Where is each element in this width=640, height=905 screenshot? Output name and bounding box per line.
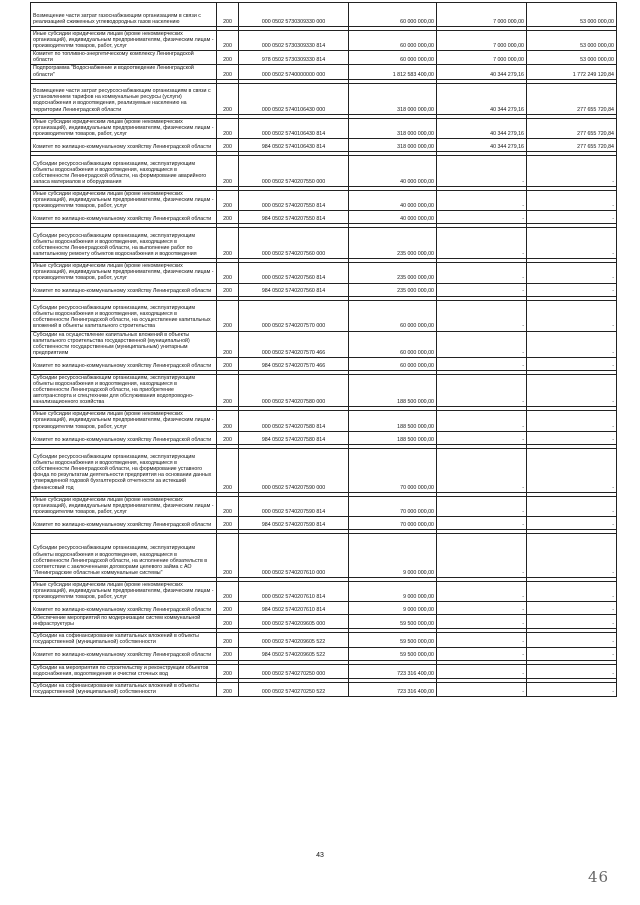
row-code: 200 xyxy=(217,283,239,296)
table-row xyxy=(31,300,617,331)
row-amount-1: 60 000 000,00 xyxy=(349,300,437,331)
row-classification-code: 984 0502 5740207580 814 xyxy=(239,431,349,444)
row-amount-2: - xyxy=(437,682,527,696)
row-classification-code: 000 0502 5740106430 000 xyxy=(239,83,349,114)
row-classification-code: 978 0502 5730309330 814 xyxy=(239,51,349,65)
row-amount-3: - xyxy=(527,331,617,357)
budget-table xyxy=(30,2,617,697)
row-classification-code: 000 0502 5740207550 000 xyxy=(239,155,349,186)
table-row xyxy=(31,263,617,283)
row-code: 200 xyxy=(217,3,239,27)
row-description: Иные субсидии юридическим лицам (кроме некоммерческих организаций), индивидуальным предпринимателям, физическим лицам - производителям товаров, работ, услуг xyxy=(31,190,217,210)
table-row xyxy=(31,448,617,492)
row-code: 200 xyxy=(217,300,239,331)
row-amount-3: 53 000 000,00 xyxy=(527,51,617,65)
table-row xyxy=(31,516,617,529)
row-amount-3: - xyxy=(527,155,617,186)
row-description: Субсидии на софинансирование капитальных вложений в объекты государственной (муниципальной) собственности xyxy=(31,682,217,696)
row-description: Субсидии ресурсоснабжающим организациям, эксплуатирующим объекты водоснабжения и водоотведения, находящиеся в собственности Ленинградской области, на формирование аварийного запаса материалов и оборудования xyxy=(31,155,217,186)
row-amount-1: 40 000 000,00 xyxy=(349,211,437,224)
row-amount-2: - xyxy=(437,581,527,601)
table-row xyxy=(31,581,617,601)
row-code: 200 xyxy=(217,682,239,696)
row-amount-3: 1 772 249 120,84 xyxy=(527,65,617,79)
row-amount-1: 188 500 000,00 xyxy=(349,411,437,431)
row-classification-code: 984 0502 5740209605 522 xyxy=(239,647,349,660)
row-classification-code: 000 0502 5740207610 814 xyxy=(239,581,349,601)
row-classification-code: 000 0502 5740207580 000 xyxy=(239,374,349,406)
row-amount-2: - xyxy=(437,190,527,210)
row-code: 200 xyxy=(217,496,239,516)
row-code: 200 xyxy=(217,190,239,210)
row-amount-3: - xyxy=(527,283,617,296)
row-amount-2: - xyxy=(437,647,527,660)
row-amount-3: - xyxy=(527,581,617,601)
row-description: Иные субсидии юридическим лицам (кроме некоммерческих организаций), индивидуальным предпринимателям, физическим лицам - производителям товаров, работ, услуг xyxy=(31,581,217,601)
row-amount-1: 188 500 000,00 xyxy=(349,374,437,406)
row-amount-1: 9 000 000,00 xyxy=(349,533,437,577)
row-amount-1: 9 000 000,00 xyxy=(349,581,437,601)
row-code: 200 xyxy=(217,411,239,431)
row-code: 200 xyxy=(217,374,239,406)
table-row xyxy=(31,211,617,224)
row-amount-2: - xyxy=(437,448,527,492)
row-amount-3: - xyxy=(527,411,617,431)
row-classification-code: 000 0502 5740106430 814 xyxy=(239,118,349,138)
row-classification-code: 984 0502 5740207560 814 xyxy=(239,283,349,296)
row-amount-1: 1 812 583 400,00 xyxy=(349,65,437,79)
row-amount-1: 60 000 000,00 xyxy=(349,3,437,27)
row-amount-2: 40 344 279,16 xyxy=(437,83,527,114)
row-code: 200 xyxy=(217,263,239,283)
row-amount-2: - xyxy=(437,533,527,577)
row-classification-code: 984 0502 5740106430 814 xyxy=(239,138,349,151)
row-description: Комитет по жилищно-коммунальному хозяйству Ленинградской области xyxy=(31,602,217,615)
row-description: Субсидии на мероприятия по строительству и реконструкции объектов водоснабжения, водоотведения и очистки сточных вод xyxy=(31,664,217,678)
table-row xyxy=(31,283,617,296)
row-amount-1: 9 000 000,00 xyxy=(349,602,437,615)
row-amount-2: - xyxy=(437,602,527,615)
row-code: 200 xyxy=(217,357,239,370)
row-amount-3: - xyxy=(527,357,617,370)
table-row xyxy=(31,664,617,678)
row-code: 200 xyxy=(217,647,239,660)
row-description: Иные субсидии юридическим лицам (кроме некоммерческих организаций), индивидуальным предпринимателям, физическим лицам - производителям товаров, работ, услуг xyxy=(31,31,217,51)
table-row xyxy=(31,83,617,114)
row-amount-3: - xyxy=(527,211,617,224)
row-amount-2: - xyxy=(437,155,527,186)
row-amount-3: - xyxy=(527,496,617,516)
row-description: Комитет по жилищно-коммунальному хозяйству Ленинградской области xyxy=(31,283,217,296)
row-description: Возмещение части затрат ресурсоснабжающим организациям в связи с установлением тарифов на коммунальные ресурсы (услуги) водоснабжения и водоотведения, реализуемые населению на территории Ленинградской области xyxy=(31,83,217,114)
row-classification-code: 000 0502 5740207560 000 xyxy=(239,228,349,259)
row-description: Иные субсидии юридическим лицам (кроме некоммерческих организаций), индивидуальным предпринимателям, физическим лицам - производителям товаров, работ, услуг xyxy=(31,496,217,516)
row-amount-2: - xyxy=(437,496,527,516)
table-row xyxy=(31,65,617,79)
row-amount-1: 60 000 000,00 xyxy=(349,31,437,51)
row-amount-1: 318 000 000,00 xyxy=(349,118,437,138)
row-amount-2: 40 344 279,16 xyxy=(437,65,527,79)
row-description: Подпрограмма "Водоснабжение и водоотведение Ленинградской области" xyxy=(31,65,217,79)
row-classification-code: 984 0502 5740207610 814 xyxy=(239,602,349,615)
row-description: Комитет по жилищно-коммунальному хозяйству Ленинградской области xyxy=(31,647,217,660)
row-classification-code: 984 0502 5740207570 466 xyxy=(239,357,349,370)
row-amount-2: 7 000 000,00 xyxy=(437,31,527,51)
row-code: 200 xyxy=(217,138,239,151)
row-amount-2: - xyxy=(437,664,527,678)
row-amount-2: - xyxy=(437,263,527,283)
row-amount-2: - xyxy=(437,516,527,529)
row-classification-code: 000 0502 5740270250 522 xyxy=(239,682,349,696)
table-row xyxy=(31,682,617,696)
row-description: Иные субсидии юридическим лицам (кроме некоммерческих организаций), индивидуальным предпринимателям, физическим лицам - производителям товаров, работ, услуг xyxy=(31,118,217,138)
row-classification-code: 984 0502 5740207590 814 xyxy=(239,516,349,529)
row-amount-1: 318 000 000,00 xyxy=(349,83,437,114)
row-amount-2: - xyxy=(437,633,527,647)
row-amount-3: - xyxy=(527,516,617,529)
row-description: Субсидии на осуществление капитальных вложений в объекты капитального строительства государственной (муниципальной) собственности государственным (муниципальным) унитарным предприятиям xyxy=(31,331,217,357)
row-amount-1: 70 000 000,00 xyxy=(349,496,437,516)
row-amount-2: - xyxy=(437,211,527,224)
row-amount-3: - xyxy=(527,615,617,629)
row-code: 200 xyxy=(217,228,239,259)
table-row xyxy=(31,374,617,406)
row-description: Комитет по жилищно-коммунальному хозяйству Ленинградской области xyxy=(31,431,217,444)
row-classification-code: 000 0502 5740207580 814 xyxy=(239,411,349,431)
row-description: Субсидии ресурсоснабжающим организациям, эксплуатирующим объекты водоснабжения и водоотведения, находящиеся в собственности Ленинградской области, на формирование уставного фонда по результатам деятельности предприятия на основании данных утвержденной годовой бухгалтерской отчетности за истекший финансовый год xyxy=(31,448,217,492)
row-description: Комитет по топливно-энергетическому комплексу Ленинградской области xyxy=(31,51,217,65)
row-amount-2: - xyxy=(437,300,527,331)
row-amount-1: 235 000 000,00 xyxy=(349,283,437,296)
row-amount-2: - xyxy=(437,357,527,370)
row-classification-code: 984 0502 5740207550 814 xyxy=(239,211,349,224)
row-amount-1: 60 000 000,00 xyxy=(349,51,437,65)
row-amount-1: 60 000 000,00 xyxy=(349,331,437,357)
table-row xyxy=(31,647,617,660)
row-amount-2: - xyxy=(437,615,527,629)
row-classification-code: 000 0502 5740207570 000 xyxy=(239,300,349,331)
row-amount-1: 318 000 000,00 xyxy=(349,138,437,151)
row-description: Субсидии ресурсоснабжающим организациям, эксплуатирующим объекты водоснабжения и водоотведения, находящиеся в собственности Ленинградской области, на исполнение обязательств в соответствии с заключенными договорами целевого займа с АО "Ленинградские областные коммунальные системы" xyxy=(31,533,217,577)
row-classification-code: 000 0502 5740207590 000 xyxy=(239,448,349,492)
row-amount-3: - xyxy=(527,263,617,283)
table-row xyxy=(31,331,617,357)
row-description: Комитет по жилищно-коммунальному хозяйству Ленинградской области xyxy=(31,357,217,370)
row-code: 200 xyxy=(217,65,239,79)
row-amount-1: 60 000 000,00 xyxy=(349,357,437,370)
row-code: 200 xyxy=(217,533,239,577)
row-classification-code: 000 0502 5730309330 814 xyxy=(239,31,349,51)
row-amount-3: 53 000 000,00 xyxy=(527,3,617,27)
row-code: 200 xyxy=(217,615,239,629)
row-classification-code: 000 0502 5740209605 522 xyxy=(239,633,349,647)
row-code: 200 xyxy=(217,118,239,138)
table-row xyxy=(31,3,617,27)
row-amount-2: 40 344 279,16 xyxy=(437,138,527,151)
row-classification-code: 000 0502 5740209605 000 xyxy=(239,615,349,629)
row-amount-3: - xyxy=(527,682,617,696)
row-amount-3: - xyxy=(527,228,617,259)
row-amount-3: - xyxy=(527,602,617,615)
table-row xyxy=(31,118,617,138)
row-classification-code: 000 0502 5740207610 000 xyxy=(239,533,349,577)
row-amount-3: 277 655 720,84 xyxy=(527,83,617,114)
row-code: 200 xyxy=(217,431,239,444)
row-amount-2: 7 000 000,00 xyxy=(437,3,527,27)
row-code: 200 xyxy=(217,602,239,615)
table-row xyxy=(31,228,617,259)
row-amount-2: - xyxy=(437,411,527,431)
row-amount-3: 277 655 720,84 xyxy=(527,138,617,151)
row-amount-1: 188 500 000,00 xyxy=(349,431,437,444)
table-row xyxy=(31,190,617,210)
row-code: 200 xyxy=(217,51,239,65)
table-row xyxy=(31,155,617,186)
row-classification-code: 000 0502 5740207550 814 xyxy=(239,190,349,210)
row-code: 200 xyxy=(217,448,239,492)
row-description: Возмещение части затрат газоснабжающим организациям в связи с реализацией сжиженных углеводородных газов населению xyxy=(31,3,217,27)
row-code: 200 xyxy=(217,31,239,51)
row-description: Комитет по жилищно-коммунальному хозяйству Ленинградской области xyxy=(31,138,217,151)
row-amount-3: - xyxy=(527,633,617,647)
table-row xyxy=(31,533,617,577)
row-amount-3: - xyxy=(527,533,617,577)
row-amount-2: - xyxy=(437,283,527,296)
row-classification-code: 000 0502 5740207560 814 xyxy=(239,263,349,283)
budget-table-sheet xyxy=(30,2,616,697)
row-classification-code: 000 0502 5740000000 000 xyxy=(239,65,349,79)
row-amount-3: - xyxy=(527,431,617,444)
row-description: Комитет по жилищно-коммунальному хозяйству Ленинградской области xyxy=(31,516,217,529)
row-amount-1: 70 000 000,00 xyxy=(349,516,437,529)
row-amount-1: 59 500 000,00 xyxy=(349,615,437,629)
table-row xyxy=(31,602,617,615)
row-description: Иные субсидии юридическим лицам (кроме некоммерческих организаций), индивидуальным предпринимателям, физическим лицам - производителям товаров, работ, услуг xyxy=(31,411,217,431)
row-amount-2: 40 344 279,16 xyxy=(437,118,527,138)
row-description: Субсидии ресурсоснабжающим организациям, эксплуатирующим объекты водоснабжения и водоотведения, находящиеся в собственности Ленинградской области, на приобретение автотранспорта и спецтехники для обслуживания водопроводно-канализационного хозяйства xyxy=(31,374,217,406)
table-row xyxy=(31,411,617,431)
row-code: 200 xyxy=(217,581,239,601)
row-amount-3: - xyxy=(527,448,617,492)
table-row xyxy=(31,633,617,647)
row-code: 200 xyxy=(217,516,239,529)
row-description: Субсидии ресурсоснабжающим организациям, эксплуатирующим объекты водоснабжения и водоотведения, находящиеся в собственности Ленинградской области, на осуществление капитальных вложений в объекты капитального строительства xyxy=(31,300,217,331)
row-amount-1: 59 500 000,00 xyxy=(349,647,437,660)
row-amount-2: - xyxy=(437,431,527,444)
row-description: Субсидии ресурсоснабжающим организациям, эксплуатирующим объекты водоснабжения и водоотведения, находящиеся в собственности Ленинградской области, на выполнение работ по капитальному ремонту объектов водоснабжения и водоотведения xyxy=(31,228,217,259)
row-amount-3: 53 000 000,00 xyxy=(527,31,617,51)
table-row xyxy=(31,138,617,151)
table-row xyxy=(31,31,617,51)
row-code: 200 xyxy=(217,633,239,647)
table-row xyxy=(31,496,617,516)
row-amount-3: - xyxy=(527,374,617,406)
row-amount-3: - xyxy=(527,190,617,210)
budget-table-body xyxy=(31,3,617,697)
handwritten-page-mark: 46 xyxy=(588,868,610,886)
row-description: Обеспечение мероприятий по модернизации систем коммунальной инфраструктуры xyxy=(31,615,217,629)
row-code: 200 xyxy=(217,331,239,357)
table-row xyxy=(31,615,617,629)
row-amount-2: 7 000 000,00 xyxy=(437,51,527,65)
row-code: 200 xyxy=(217,155,239,186)
table-row xyxy=(31,357,617,370)
table-row xyxy=(31,51,617,65)
row-amount-2: - xyxy=(437,228,527,259)
table-row xyxy=(31,431,617,444)
row-amount-3: 277 655 720,84 xyxy=(527,118,617,138)
row-code: 200 xyxy=(217,211,239,224)
row-amount-1: 70 000 000,00 xyxy=(349,448,437,492)
row-amount-1: 59 500 000,00 xyxy=(349,633,437,647)
row-amount-1: 40 000 000,00 xyxy=(349,155,437,186)
row-classification-code: 000 0502 5740207570 466 xyxy=(239,331,349,357)
page-number: 43 xyxy=(316,852,324,859)
row-amount-1: 723 316 400,00 xyxy=(349,664,437,678)
row-classification-code: 000 0502 5730309330 000 xyxy=(239,3,349,27)
row-classification-code: 000 0502 5740270250 000 xyxy=(239,664,349,678)
row-amount-1: 40 000 000,00 xyxy=(349,190,437,210)
row-classification-code: 000 0502 5740207590 814 xyxy=(239,496,349,516)
row-amount-1: 723 316 400,00 xyxy=(349,682,437,696)
row-code: 200 xyxy=(217,664,239,678)
row-amount-3: - xyxy=(527,664,617,678)
row-description: Комитет по жилищно-коммунальному хозяйству Ленинградской области xyxy=(31,211,217,224)
row-amount-3: - xyxy=(527,300,617,331)
row-code: 200 xyxy=(217,83,239,114)
row-amount-2: - xyxy=(437,374,527,406)
row-amount-1: 235 000 000,00 xyxy=(349,263,437,283)
row-description: Иные субсидии юридическим лицам (кроме некоммерческих организаций), индивидуальным предпринимателям, физическим лицам - производителям товаров, работ, услуг xyxy=(31,263,217,283)
row-description: Субсидии на софинансирование капитальных вложений в объекты государственной (муниципальной) собственности xyxy=(31,633,217,647)
row-amount-3: - xyxy=(527,647,617,660)
row-amount-1: 235 000 000,00 xyxy=(349,228,437,259)
row-amount-2: - xyxy=(437,331,527,357)
